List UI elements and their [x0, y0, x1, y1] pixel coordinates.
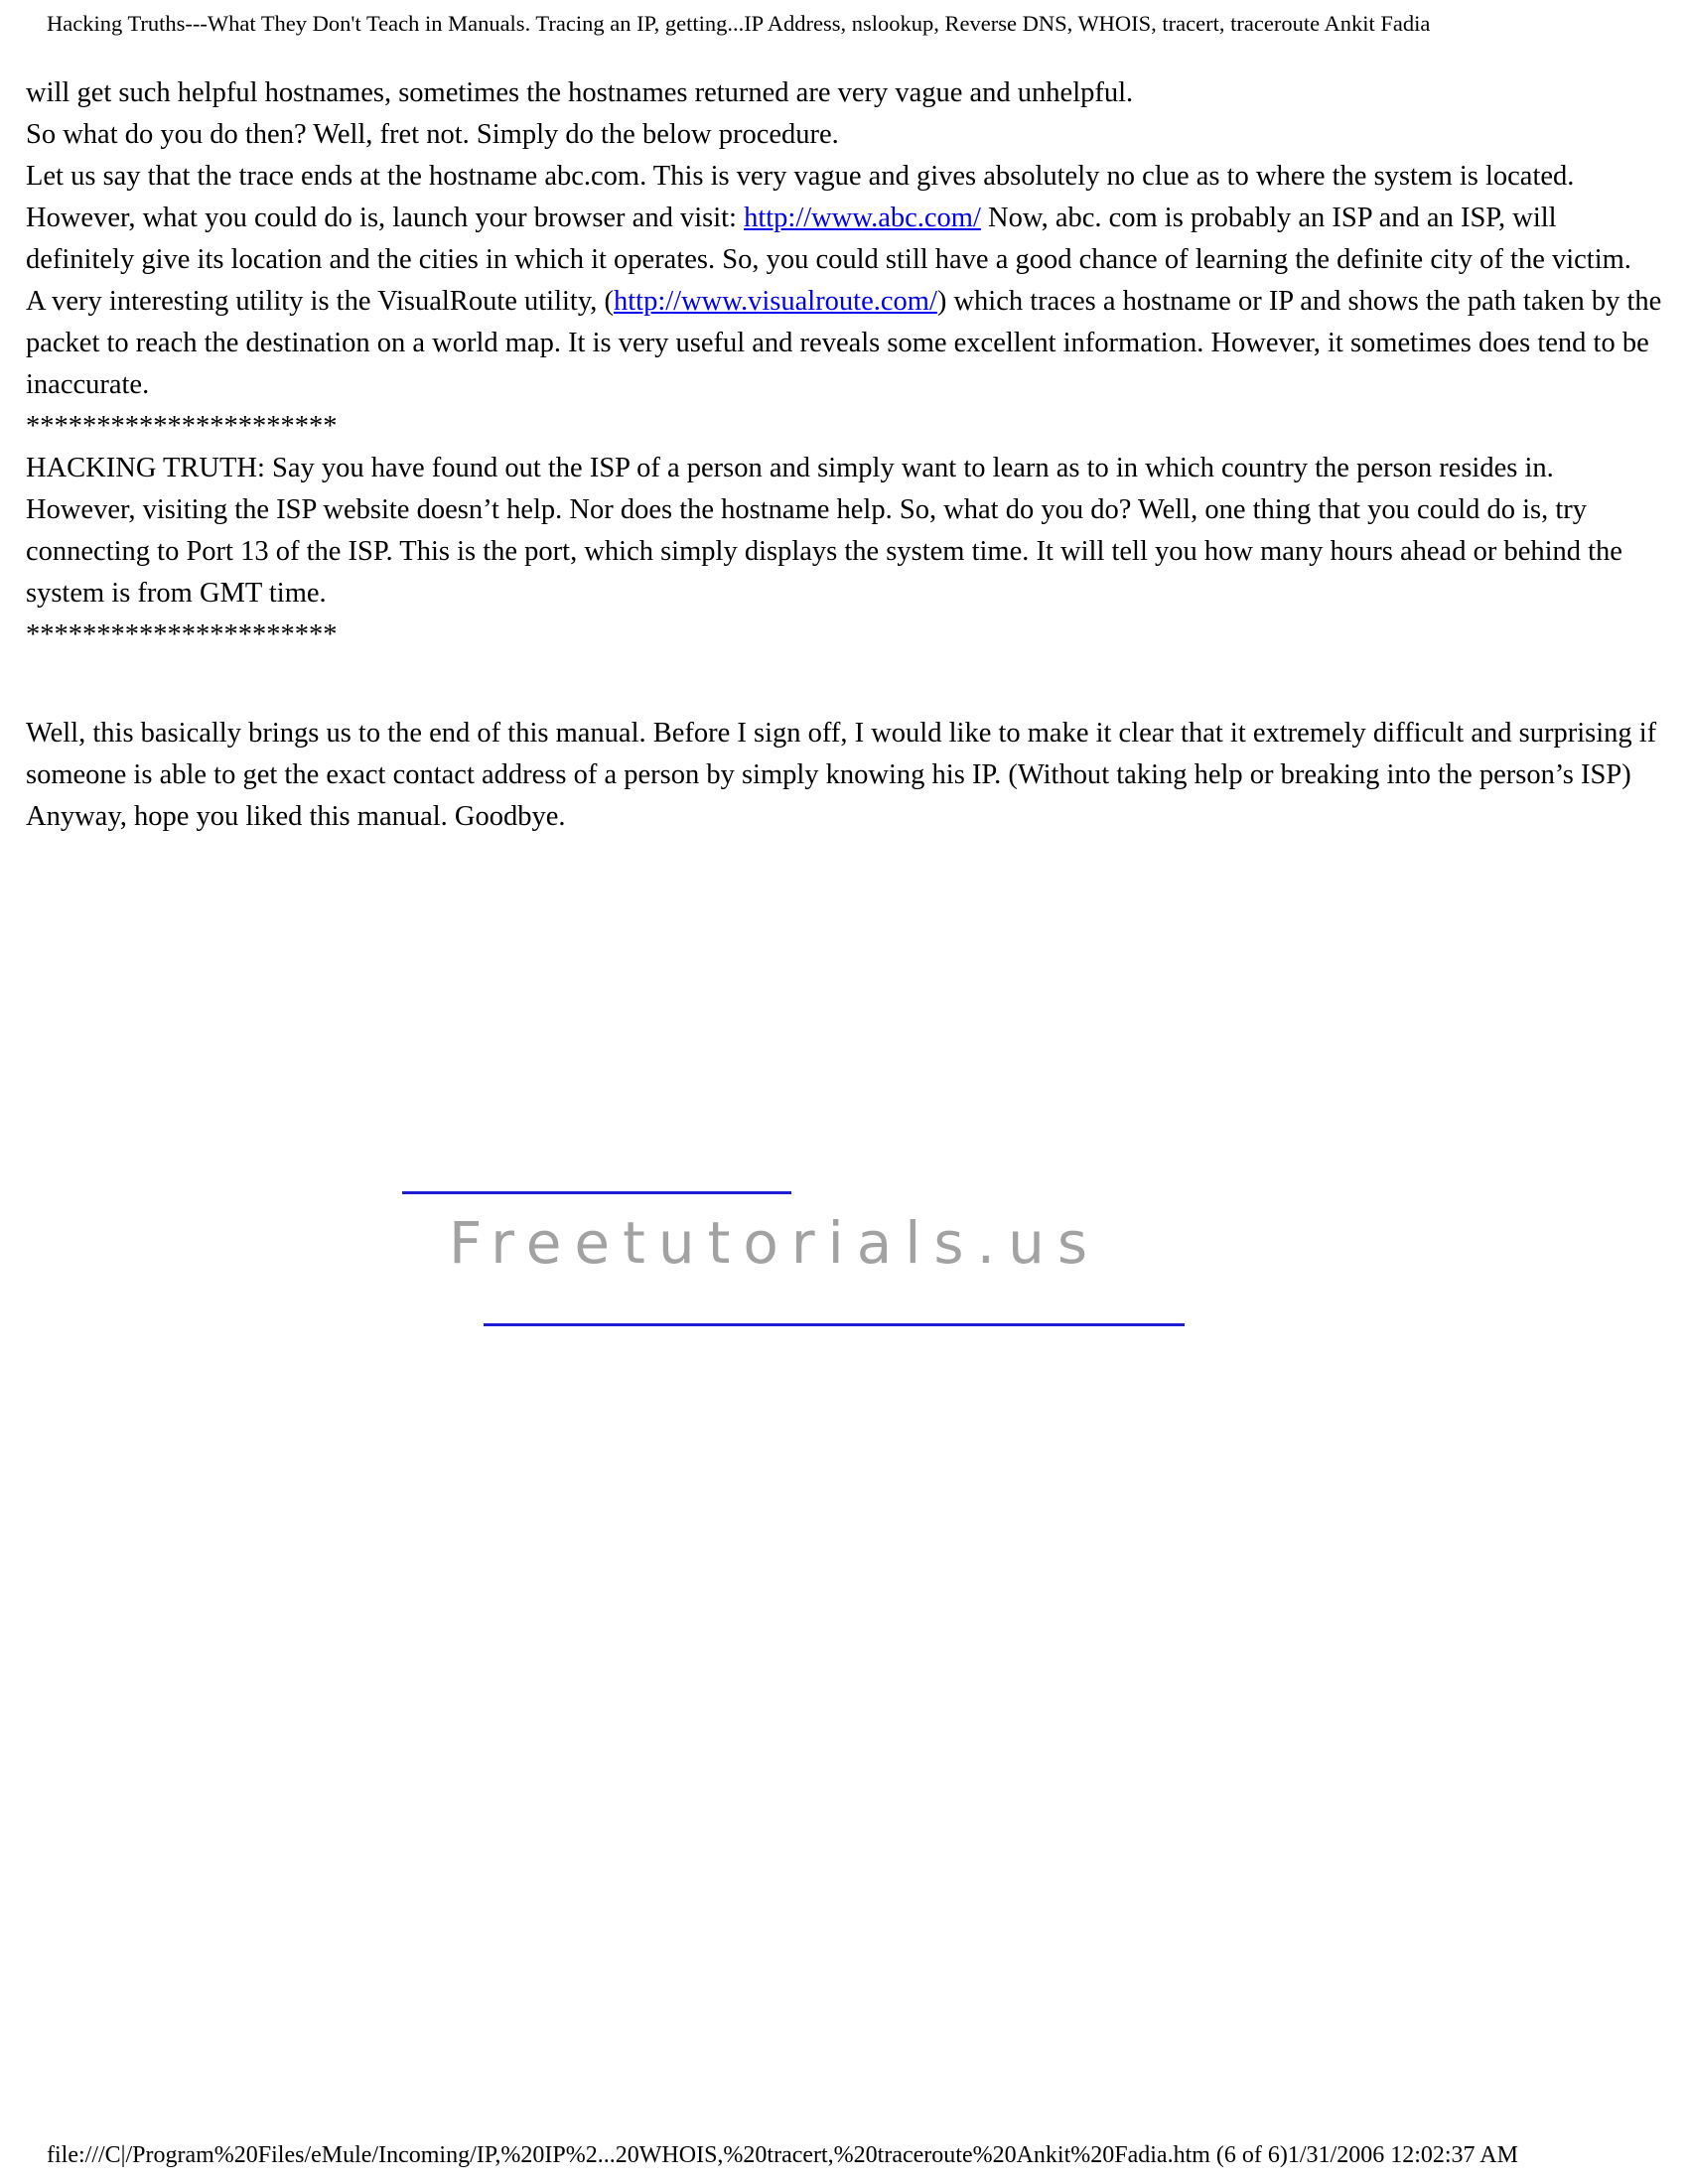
visualroute-text-after-link: ) which traces a hostname or IP and shows the path taken by the packet to reach the destination on a world map. It is very useful and reveals some excellent information. However, it sometimes does tend to be inaccurate.	[26, 286, 1662, 400]
logo-rule-top	[402, 1191, 791, 1194]
intro-line-2: So what do you do then? Well, fret not. Simply do the below procedure.	[26, 119, 839, 150]
paragraph-trace-hostname	[26, 156, 1662, 281]
visualroute-com-link[interactable]: http://www.visualroute.com/	[614, 286, 937, 317]
document-body	[26, 72, 1662, 838]
page-footer-filepath: file:///C|/Program%20Files/eMule/Incoming/IP,%20IP%2...20WHOIS,%20tracert,%20traceroute%20Ankit%20Fadia.htm (6 of 6)1/31/2006 12:02:37 AM	[47, 2142, 1518, 2168]
page-header-title: Hacking Truths---What They Don't Teach in Manuals. Tracing an IP, getting...IP Address, nslookup, Reverse DNS, WHOIS, tracert, traceroute Ankit Fadia	[47, 11, 1431, 36]
asterisk-separator-top: **********************	[26, 411, 338, 442]
visualroute-text-before-link: A very interesting utility is the VisualRoute utility, (	[26, 286, 614, 317]
hacking-truth-block	[26, 406, 1662, 656]
trace-text-after-link: Now, abc. com is probably an ISP and an ISP, will definitely give its location and the cities in which it operates. So, you could still have a good chance of learning the definite city of the victim.	[26, 203, 1631, 275]
paragraph-intro	[26, 72, 1662, 156]
paragraph-closing: Well, this basically brings us to the end of this manual. Before I sign off, I would like to make it clear that it extremely difficult and surprising if someone is able to get the exact contact address of a person by simply knowing his IP. (Without taking help or breaking into the person’s ISP) Anyway, hope you liked this manual. Goodbye.	[26, 718, 1657, 832]
intro-line-1: will get such helpful hostnames, sometimes the hostnames returned are very vague and unhelpful.	[26, 77, 1134, 108]
abc-com-link[interactable]: http://www.abc.com/	[744, 203, 981, 233]
asterisk-separator-bottom: **********************	[26, 619, 338, 650]
paragraph-visualroute	[26, 281, 1662, 406]
hacking-truth-text: HACKING TRUTH: Say you have found out the ISP of a person and simply want to learn as to in which country the person resides in. However, visiting the ISP website doesn’t help. Nor does the hostname help. So, what do you do? Well, one thing that you could do is, try connecting to Port 13 of the ISP. This is the port, which simply displays the system time. It will tell you how many hours ahead or behind the system is from GMT time.	[26, 453, 1622, 609]
trace-text-before-link: Let us say that the trace ends at the hostname abc.com. This is very vague and gives absolutely no clue as to where the system is located. However, what you could do is, launch your browser and visit:	[26, 161, 1575, 233]
freetutorials-logo: Freetutorials.us	[449, 1209, 1101, 1277]
logo-rule-bottom	[484, 1323, 1185, 1326]
